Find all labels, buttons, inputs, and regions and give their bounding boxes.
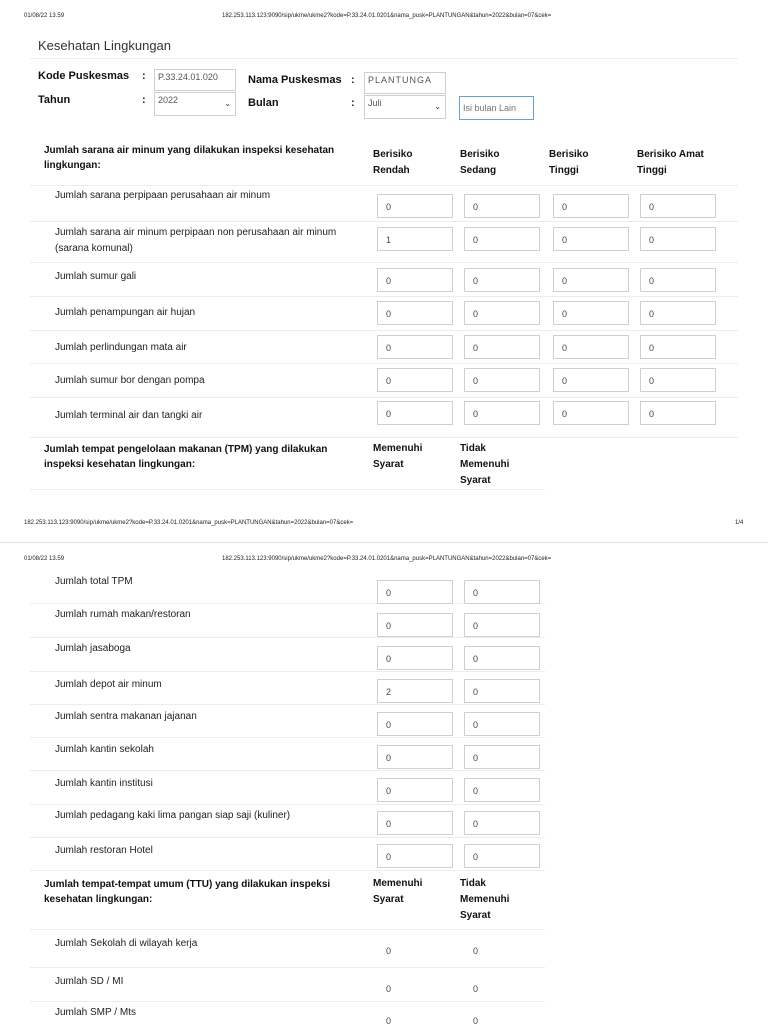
value-field[interactable]: 0: [464, 844, 540, 868]
bulan-colon: :: [351, 97, 355, 109]
value-field[interactable]: 0: [640, 268, 716, 292]
table-row-label: Jumlah kantin sekolah: [55, 744, 154, 755]
value-field[interactable]: 0: [553, 401, 629, 425]
table-row-label: Jumlah sarana perpipaan perusahaan air minum: [55, 190, 271, 201]
tpm-col-header: Tidak Memenuhi Syarat: [460, 443, 510, 486]
table-row-label: Jumlah depot air minum: [55, 679, 162, 690]
value-text: 0: [473, 1016, 479, 1026]
value-field[interactable]: 0: [464, 679, 540, 703]
nama-puskesmas-field[interactable]: PLANTUNGA: [364, 72, 446, 94]
kode-puskesmas-label: Kode Puskesmas: [38, 70, 130, 82]
row-divider: [30, 637, 545, 638]
table-row-label: Jumlah restoran Hotel: [55, 845, 153, 856]
print-datetime: 01/08/22 13.59: [24, 13, 65, 19]
value-field[interactable]: 0: [464, 401, 540, 425]
value-field[interactable]: 0: [377, 335, 453, 359]
title-divider: [30, 58, 738, 59]
value-field[interactable]: 0: [640, 227, 716, 251]
value-field[interactable]: 0: [464, 580, 540, 604]
value-text: 0: [386, 1016, 392, 1026]
value-field[interactable]: 0: [377, 580, 453, 604]
value-field[interactable]: 0: [377, 646, 453, 670]
value-field[interactable]: 0: [377, 844, 453, 868]
value-field[interactable]: 0: [377, 745, 453, 769]
value-field[interactable]: 0: [553, 335, 629, 359]
value-field[interactable]: 0: [553, 227, 629, 251]
tahun-colon: :: [142, 94, 146, 106]
row-divider: [30, 929, 545, 930]
value-field[interactable]: 0: [377, 368, 453, 392]
air-col-header: Berisiko Tinggi: [549, 149, 589, 176]
kode-colon: :: [142, 70, 146, 82]
page-title: Kesehatan Lingkungan: [38, 38, 172, 53]
value-field[interactable]: 0: [640, 301, 716, 325]
value-field[interactable]: 0: [553, 268, 629, 292]
row-divider: [30, 489, 545, 490]
value-field[interactable]: 0: [464, 368, 540, 392]
row-divider: [30, 363, 738, 364]
bulan-select[interactable]: [364, 95, 446, 119]
value-field[interactable]: 1: [377, 227, 453, 251]
air-col-header: Berisiko Rendah: [373, 149, 413, 176]
value-field[interactable]: 0: [464, 745, 540, 769]
value-field[interactable]: 0: [640, 401, 716, 425]
table-row-label: Jumlah sumur gali: [55, 271, 137, 282]
chevron-down-icon: ⌄: [224, 99, 231, 108]
tpm-col-header: Memenuhi Syarat: [373, 443, 423, 470]
bulan-lain-input[interactable]: [459, 96, 534, 120]
tahun-select[interactable]: [154, 92, 236, 116]
value-field[interactable]: 0: [464, 194, 540, 218]
row-divider: [30, 967, 545, 968]
ttu-col-header: Tidak Memenuhi Syarat: [460, 878, 510, 921]
row-divider: [30, 330, 738, 331]
kode-puskesmas-field[interactable]: P.33.24.01.020: [154, 69, 236, 91]
print-url: 182.253.113.123:9090/sip/ukme/ukme2?kode=P.33.24.01.0201&nama_pusk=PLANTUNGAN&tahun=2022&bulan=07&cek=: [222, 13, 552, 19]
tahun-label: Tahun: [38, 94, 71, 106]
value-field[interactable]: 0: [640, 368, 716, 392]
value-field[interactable]: 0: [464, 712, 540, 736]
value-field[interactable]: 0: [464, 811, 540, 835]
value-field[interactable]: 0: [464, 778, 540, 802]
air-section-heading: Jumlah sarana air minum yang dilakukan inspeksi kesehatan lingkungan:: [44, 145, 335, 171]
row-divider: [30, 1001, 545, 1002]
value-field[interactable]: 0: [464, 613, 540, 637]
row-divider: [30, 704, 545, 705]
value-field[interactable]: 0: [640, 335, 716, 359]
air-col-header: Berisiko Amat Tinggi: [637, 149, 704, 176]
value-field[interactable]: 0: [553, 301, 629, 325]
row-divider: [30, 804, 545, 805]
value-field[interactable]: 0: [553, 368, 629, 392]
value-field[interactable]: 0: [464, 227, 540, 251]
page-break: [0, 542, 768, 543]
table-row-label: Jumlah perlindungan mata air: [55, 342, 187, 353]
value-field[interactable]: 0: [377, 301, 453, 325]
table-row-label: Jumlah Sekolah di wilayah kerja: [55, 938, 198, 949]
value-field[interactable]: 0: [464, 301, 540, 325]
nama-colon: :: [351, 74, 355, 86]
table-row-label: Jumlah total TPM: [55, 576, 133, 587]
row-divider: [30, 185, 738, 186]
value-text: 0: [386, 984, 392, 994]
table-row-label: Jumlah sumur bor dengan pompa: [55, 375, 205, 386]
table-row-label: Jumlah pedagang kaki lima pangan siap saji (kuliner): [55, 810, 291, 821]
table-row-label: Jumlah rumah makan/restoran: [55, 609, 191, 620]
value-field[interactable]: 0: [464, 646, 540, 670]
value-text: 0: [386, 946, 392, 956]
bulan-selected-value: Juli: [368, 98, 382, 108]
value-field[interactable]: 0: [377, 401, 453, 425]
value-field[interactable]: 0: [553, 194, 629, 218]
page-number: 1/4: [735, 520, 744, 526]
row-divider: [30, 262, 738, 263]
air-col-header: Berisiko Sedang: [460, 149, 500, 176]
row-divider: [30, 870, 545, 871]
row-divider: [30, 397, 738, 398]
ttu-section-heading: Jumlah tempat-tempat umum (TTU) yang dilakukan inspeksi kesehatan lingkungan:: [44, 879, 331, 905]
table-row-label: Jumlah jasaboga: [55, 643, 131, 654]
nama-puskesmas-label: Nama Puskesmas: [248, 74, 342, 86]
value-field[interactable]: 0: [377, 194, 453, 218]
row-divider: [30, 737, 545, 738]
row-divider: [30, 221, 738, 222]
table-row-label: Jumlah sentra makanan jajanan: [55, 711, 197, 722]
row-divider: [30, 437, 738, 438]
chevron-down-icon: ⌄: [434, 102, 441, 111]
value-text: 0: [473, 946, 479, 956]
value-field[interactable]: 0: [377, 778, 453, 802]
value-text: 0: [473, 984, 479, 994]
print-url: 182.253.113.123:9090/sip/ukme/ukme2?kode=P.33.24.01.0201&nama_pusk=PLANTUNGAN&tahun=2022&bulan=07&cek=: [222, 556, 552, 562]
value-field[interactable]: 0: [377, 712, 453, 736]
row-divider: [30, 671, 545, 672]
value-field[interactable]: 0: [464, 268, 540, 292]
table-row-label: Jumlah SMP / Mts: [55, 1007, 136, 1018]
table-row-label: Jumlah sarana air minum perpipaan non perusahaan air minum (sarana komunal): [55, 227, 337, 254]
value-field[interactable]: 0: [464, 335, 540, 359]
footer-url: 182.253.113.123:9090/sip/ukme/ukme2?kode=P.33.24.01.0201&nama_pusk=PLANTUNGAN&tahun=2022&bulan=07&cek=: [24, 520, 354, 526]
bulan-label: Bulan: [248, 97, 279, 109]
value-field[interactable]: 0: [640, 194, 716, 218]
tpm-section-heading: Jumlah tempat pengelolaan makanan (TPM) yang dilakukan inspeksi kesehatan lingkungan:: [44, 444, 328, 470]
table-row-label: Jumlah kantin institusi: [55, 778, 153, 789]
row-divider: [30, 837, 545, 838]
value-field[interactable]: 2: [377, 679, 453, 703]
row-divider: [30, 770, 545, 771]
print-datetime: 01/08/22 13.59: [24, 556, 65, 562]
table-row-label: Jumlah terminal air dan tangki air: [55, 410, 203, 421]
row-divider: [30, 296, 738, 297]
value-field[interactable]: 0: [377, 811, 453, 835]
value-field[interactable]: 0: [377, 268, 453, 292]
ttu-col-header: Memenuhi Syarat: [373, 878, 423, 905]
value-field[interactable]: 0: [377, 613, 453, 637]
table-row-label: Jumlah penampungan air hujan: [55, 307, 196, 318]
table-row-label: Jumlah SD / MI: [55, 976, 124, 987]
tahun-selected-value: 2022: [158, 95, 179, 105]
